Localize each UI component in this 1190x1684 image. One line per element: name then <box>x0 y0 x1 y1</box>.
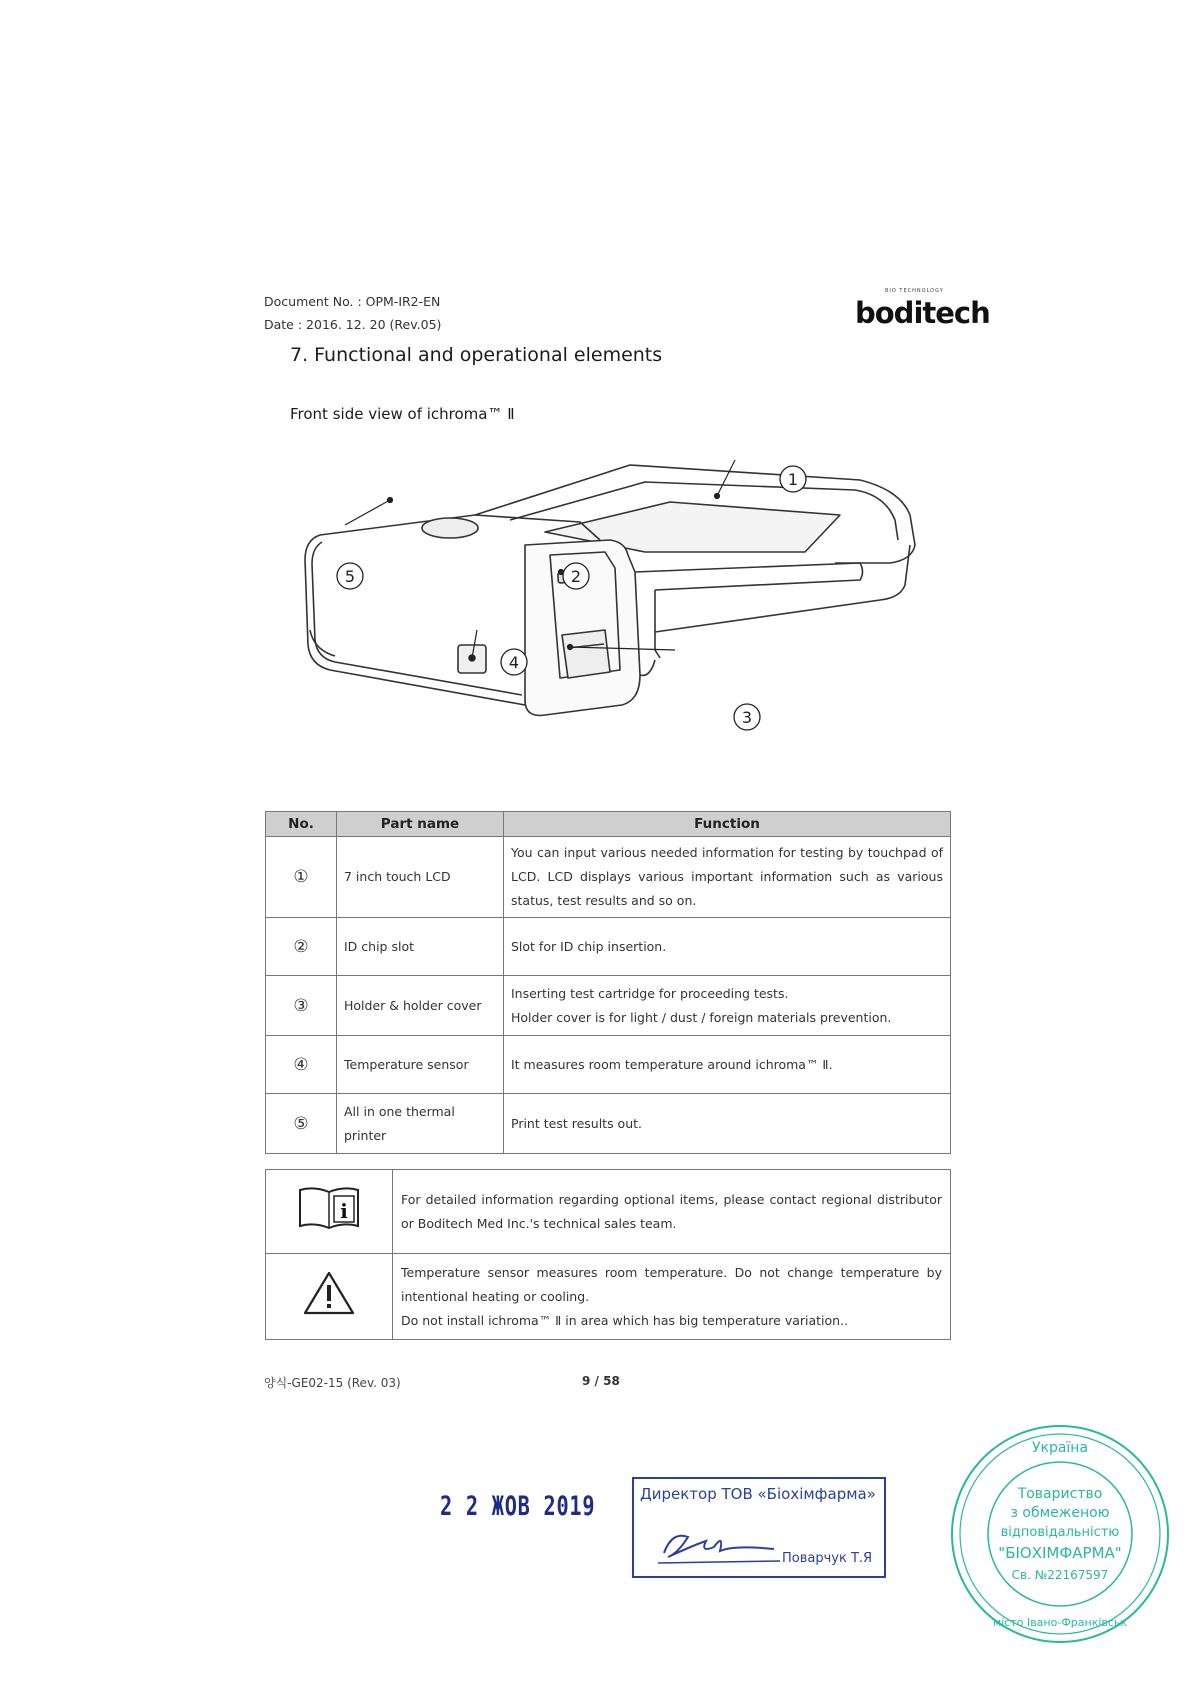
header-function: Function <box>504 812 951 837</box>
warning-line-1: Temperature sensor measures room temperature. Do not change temperature by intentional heating or cooling. <box>401 1264 942 1304</box>
logo-subtext: BIO TECHNOLOGY <box>885 288 944 294</box>
handwritten-signature <box>654 1523 784 1569</box>
seal-company-name: "БІОХІМФАРМА" <box>998 1544 1122 1562</box>
header-part-name: Part name <box>337 812 504 837</box>
seal-top-text: Україна <box>1031 1440 1089 1456</box>
boditech-logo <box>855 288 990 332</box>
seal-line: відповідальністю <box>1000 1525 1120 1540</box>
info-cell <box>266 1170 393 1254</box>
warning-triangle-icon <box>303 1270 355 1316</box>
notes-table <box>265 1169 951 1340</box>
warning-note-text <box>393 1254 951 1340</box>
part-name: 7 inch touch LCD <box>337 837 504 918</box>
document-date: Date : 2016. 12. 20 (Rev.05) <box>264 317 442 332</box>
table-header-row <box>266 812 951 837</box>
seal-line: з обмеженою <box>1010 1505 1110 1521</box>
info-note-text: For detailed information regarding optional items, please contact regional distributor or Boditech Med Inc.'s technical sales team. <box>393 1170 951 1254</box>
svg-text:i: i <box>340 1198 348 1223</box>
section-title: 7. Functional and operational elements <box>290 344 663 366</box>
page-number: 9 / 58 <box>582 1374 620 1388</box>
warning-note-row <box>266 1254 951 1340</box>
parts-table <box>265 811 951 1154</box>
part-function: You can input various needed information for testing by touchpad of LCD. LCD displays various important information such as various status, test results and so on. <box>504 837 951 918</box>
form-number: 양식-GE02-15 (Rev. 03) <box>264 1376 401 1390</box>
logo-text: boditech <box>855 296 990 330</box>
seal-bottom-text: місто Івано-Франківськ <box>992 1616 1128 1629</box>
row-number: ② <box>266 918 337 976</box>
callout-3: 3 <box>741 708 753 727</box>
manual-info-icon <box>296 1186 362 1230</box>
row-number: ⑤ <box>266 1094 337 1154</box>
callout-1: 1 <box>787 470 799 489</box>
figure-caption: Front side view of ichroma™ Ⅱ <box>290 405 515 423</box>
seal-line: Товариство <box>1017 1486 1103 1502</box>
part-function: Inserting test cartridge for proceeding tests. Holder cover is for light / dust / foreign materials prevention. <box>504 976 951 1036</box>
document-meta <box>264 290 441 336</box>
info-note-row <box>266 1170 951 1254</box>
document-number: Document No. : OPM-IR2-EN <box>264 294 441 309</box>
date-stamp: 2 2 ЖОВ 2019 <box>440 1491 596 1522</box>
signature-name: Поварчук Т.Я <box>782 1551 873 1566</box>
table-row <box>266 1094 951 1154</box>
row-number: ① <box>266 837 337 918</box>
device-illustration <box>300 460 930 780</box>
table-row <box>266 918 951 976</box>
row-number: ④ <box>266 1036 337 1094</box>
company-seal <box>948 1422 1173 1647</box>
seal-registration: Св. №22167597 <box>1011 1568 1109 1582</box>
warning-cell <box>266 1254 393 1340</box>
signature-stamp <box>632 1477 886 1578</box>
row-number: ③ <box>266 976 337 1036</box>
part-function: Print test results out. <box>504 1094 951 1154</box>
part-name: Temperature sensor <box>337 1036 504 1094</box>
table-row <box>266 1036 951 1094</box>
callout-2: 2 <box>570 567 582 586</box>
header-no: No. <box>266 812 337 837</box>
part-name: ID chip slot <box>337 918 504 976</box>
callout-5: 5 <box>344 567 356 586</box>
signature-title: Директор ТОВ «Біохімфарма» <box>640 1485 876 1503</box>
callout-4: 4 <box>508 653 520 672</box>
part-name: All in one thermal printer <box>337 1094 504 1154</box>
warning-line-2: Do not install ichroma™ Ⅱ in area which has big temperature variation.. <box>401 1312 849 1328</box>
table-row <box>266 837 951 918</box>
part-name: Holder & holder cover <box>337 976 504 1036</box>
table-row <box>266 976 951 1036</box>
part-function: Slot for ID chip insertion. <box>504 918 951 976</box>
part-function: It measures room temperature around ichroma™ Ⅱ. <box>504 1036 951 1094</box>
